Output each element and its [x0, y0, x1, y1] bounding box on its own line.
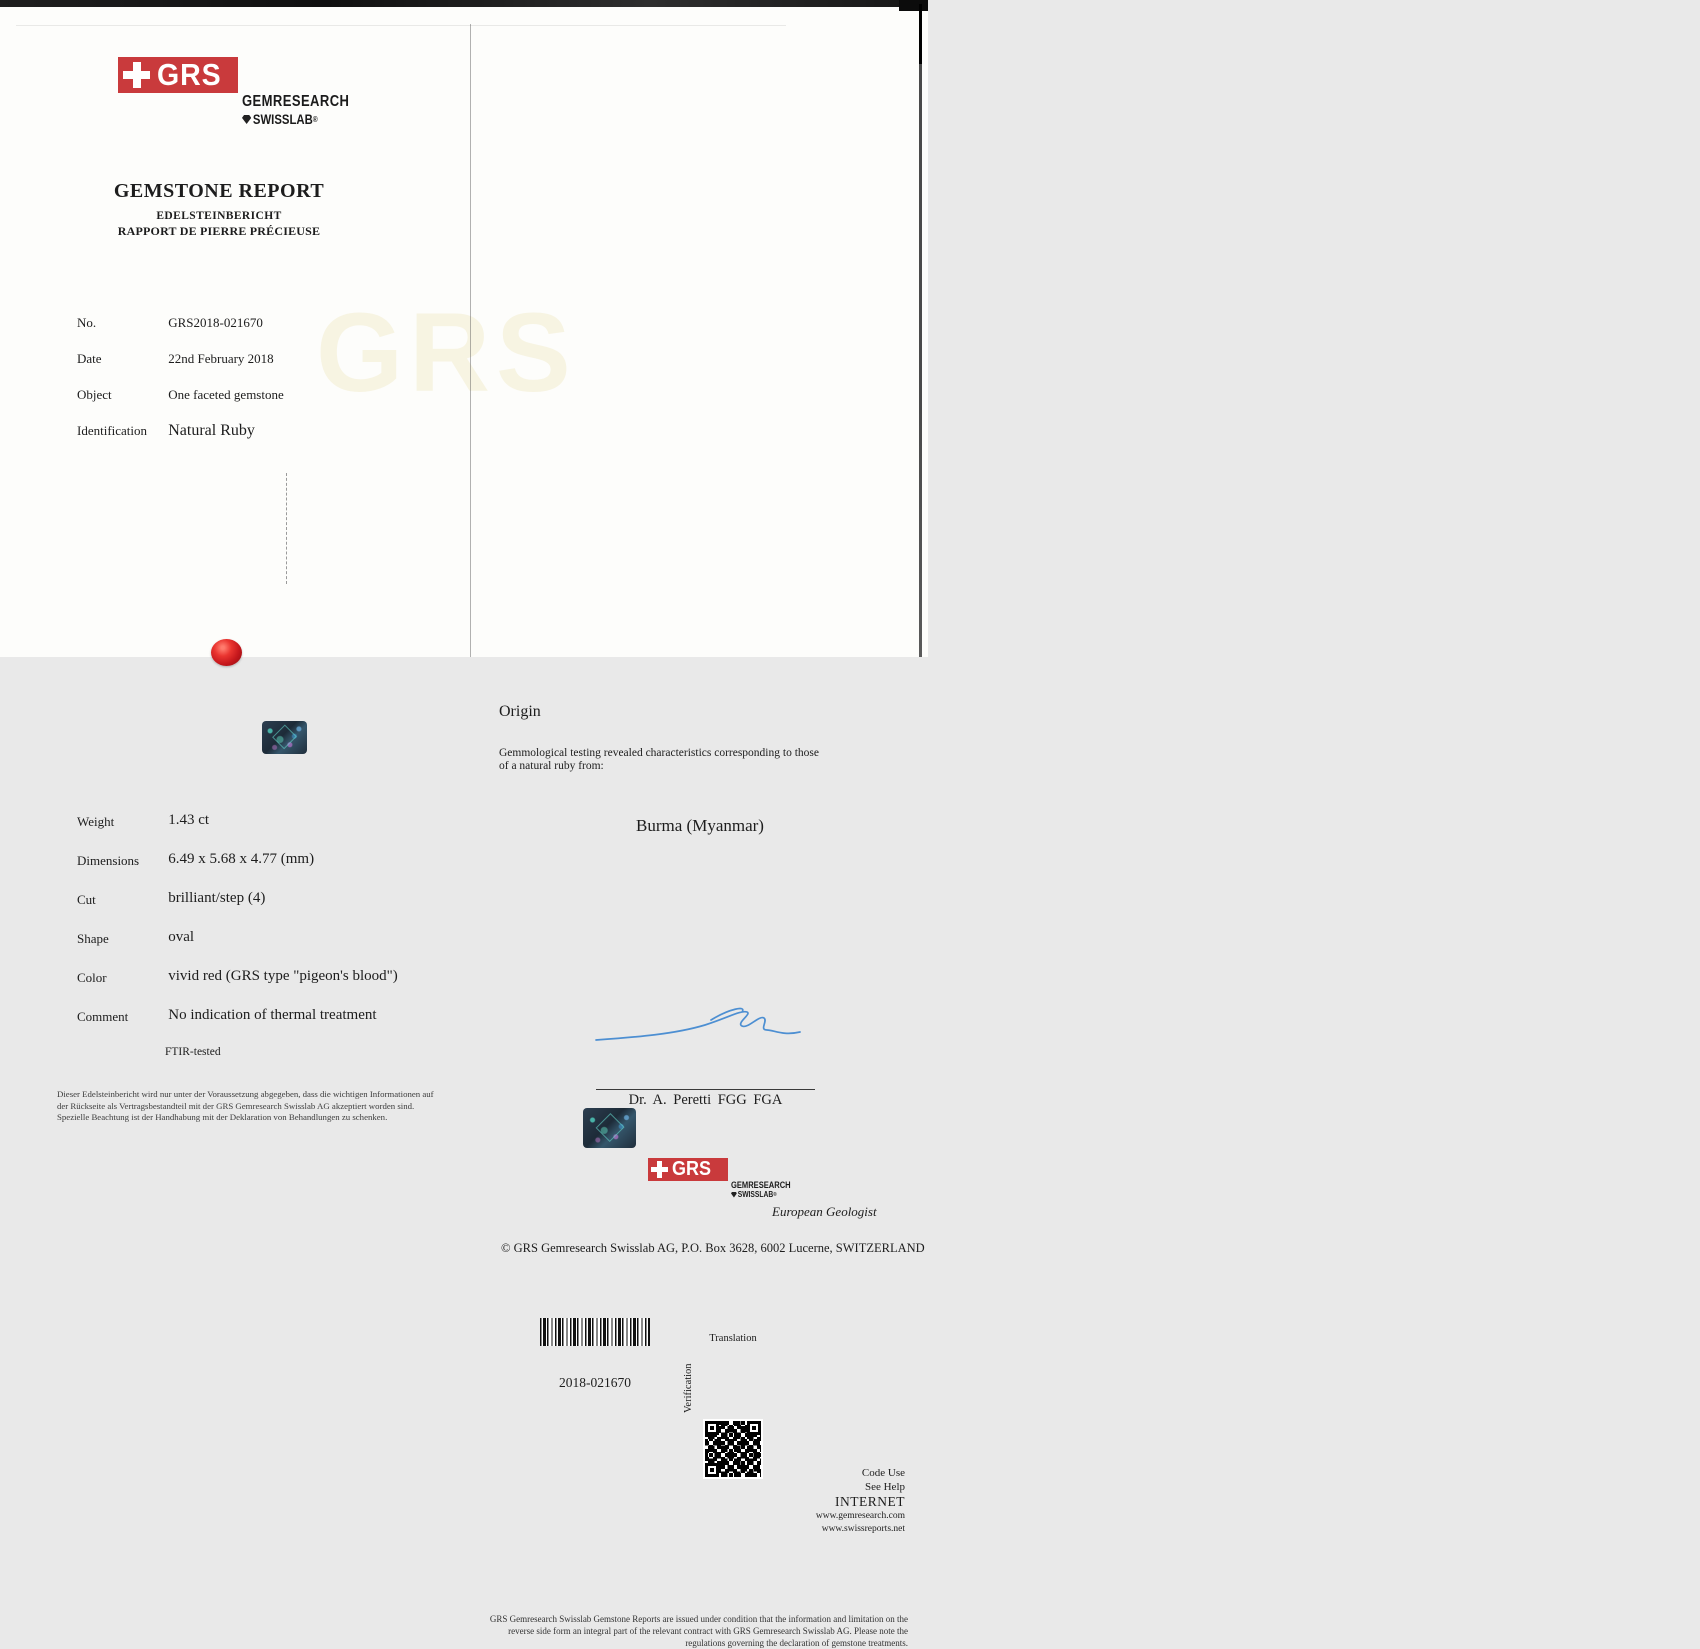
field-label: Date	[77, 351, 102, 366]
spec-row-cut	[77, 890, 457, 908]
see-help-label: See Help	[864, 1481, 905, 1493]
code-use-label: Code Use	[861, 1467, 905, 1479]
spec-row-shape	[77, 929, 457, 947]
origin-description: Gemmological testing revealed characteristics corresponding to those of a natural ruby from:	[499, 746, 819, 772]
grs-logo-text: GRS	[672, 1158, 712, 1180]
spec-row-weight	[77, 812, 457, 830]
disclaimer-english: GRS Gemresearch Swisslab Gemstone Reports are issued under condition that the information and limitation on the reverse side form an integral part of the relevant contract with GRS Gemresearch Swisslab AG. Please note the regulations governing the declaration of gemstone treatments.	[489, 1614, 908, 1648]
scan-edge-top	[0, 0, 928, 7]
grs-watermark: GRS	[316, 290, 577, 415]
spec-weight: 1.43 ct	[168, 812, 210, 828]
brand-line2	[242, 112, 1022, 127]
qr-code-icon	[703, 1419, 763, 1479]
spec-color: vivid red (GRS type "pigeon's blood")	[168, 968, 398, 984]
report-date: 22nd February 2018	[168, 351, 274, 366]
spec-row-color	[77, 968, 457, 986]
grs-logo	[118, 57, 238, 93]
origin-value: Burma (Myanmar)	[636, 815, 764, 835]
field-label: Identification	[77, 423, 148, 438]
hologram-sticker	[262, 721, 307, 754]
page-edge-line	[16, 25, 786, 26]
spec-dimensions: 6.49 x 5.68 x 4.77 (mm)	[168, 851, 315, 867]
field-row-date	[77, 351, 447, 367]
signature-line	[596, 1089, 815, 1091]
origin-heading: Origin	[499, 702, 541, 720]
copyright-line: © GRS Gemresearch Swisslab AG, P.O. Box 3628, 6002 Lucerne, SWITZERLAND	[501, 1241, 925, 1255]
barcode	[540, 1318, 650, 1346]
spec-row-dimensions	[77, 851, 457, 869]
spec-row-comment	[77, 1007, 457, 1025]
report-subtitle-french: RAPPORT DE PIERRE PRÉCIEUSE	[117, 224, 321, 238]
spec-cut: brilliant/step (4)	[168, 890, 266, 906]
field-row-identification	[77, 422, 447, 440]
field-row-no	[77, 315, 447, 331]
spec-shape: oval	[168, 929, 195, 945]
diamond-icon	[731, 1192, 737, 1198]
brand-line1: GEMRESEARCH	[731, 1180, 791, 1190]
internet-block	[780, 1466, 905, 1535]
ruby-photo	[211, 639, 242, 666]
report-subtitle-german: EDELSTEINBERICHT	[156, 210, 282, 222]
signatory-title: European Geologist	[772, 1204, 877, 1219]
spec-label: Shape	[77, 931, 109, 946]
swiss-cross-icon	[123, 71, 150, 79]
spec-label: Color	[77, 970, 107, 985]
signature	[593, 1003, 807, 1045]
field-row-object	[77, 387, 447, 403]
internet-label: INTERNET	[835, 1494, 905, 1509]
barcode-number: 2018-021670	[559, 1375, 631, 1390]
qr-finder	[747, 1421, 761, 1435]
registered-mark: ®	[312, 115, 318, 124]
scan-edge-corner	[899, 0, 928, 11]
spec-comment: No indication of thermal treatment	[168, 1007, 377, 1023]
report-identification: Natural Ruby	[168, 422, 255, 439]
spec-comment-note: FTIR-tested	[165, 1046, 221, 1058]
diamond-icon	[242, 115, 251, 124]
brand-line2	[731, 1190, 1511, 1199]
specimen-hang-line	[286, 473, 1214, 584]
signatory-name: Dr. A. Peretti FGG FGA	[628, 1092, 783, 1108]
brand-name	[242, 93, 1170, 127]
field-label: No.	[77, 315, 97, 330]
field-label: Object	[77, 387, 112, 402]
brand-swisslab: SWISSLAB	[737, 1190, 774, 1199]
hologram-sticker	[583, 1108, 636, 1148]
title-block	[108, 180, 330, 239]
report-title: GEMSTONE REPORT	[113, 180, 325, 202]
verification-label: Verification	[683, 1363, 694, 1413]
qr-finder	[705, 1421, 719, 1435]
report-number: GRS2018-021670	[168, 315, 263, 330]
qr-finder	[705, 1463, 719, 1477]
disclaimer-german: Dieser Edelsteinbericht wird nur unter der Voraussetzung abgegeben, dass die wichtigen Informationen auf der Rückseite als Vertragsbestandteil mit der GRS Gemresearch Swisslab AG akzeptiert worden sind. Spezielle Beachtung ist der Handhabung mit der Deklaration von Behandlungen zu schenken.	[57, 1089, 434, 1122]
report-object: One faceted gemstone	[168, 387, 284, 402]
spec-label: Cut	[77, 892, 96, 907]
swissreports-url: www.swissreports.net	[821, 1523, 905, 1534]
translation-label: Translation	[709, 1333, 757, 1344]
gemresearch-url: www.gemresearch.com	[815, 1511, 905, 1521]
brand-line1: GEMRESEARCH	[242, 93, 350, 110]
brand-name-small	[731, 1180, 1659, 1199]
grs-logo-text: GRS	[157, 57, 222, 92]
grs-logo-small	[648, 1158, 728, 1181]
spec-label: Comment	[77, 1009, 129, 1024]
registered-mark: ®	[773, 1191, 777, 1198]
spec-label: Weight	[77, 814, 115, 829]
spec-label: Dimensions	[77, 853, 140, 868]
brand-swisslab: SWISSLAB	[252, 112, 313, 127]
swiss-cross-icon	[651, 1167, 668, 1172]
